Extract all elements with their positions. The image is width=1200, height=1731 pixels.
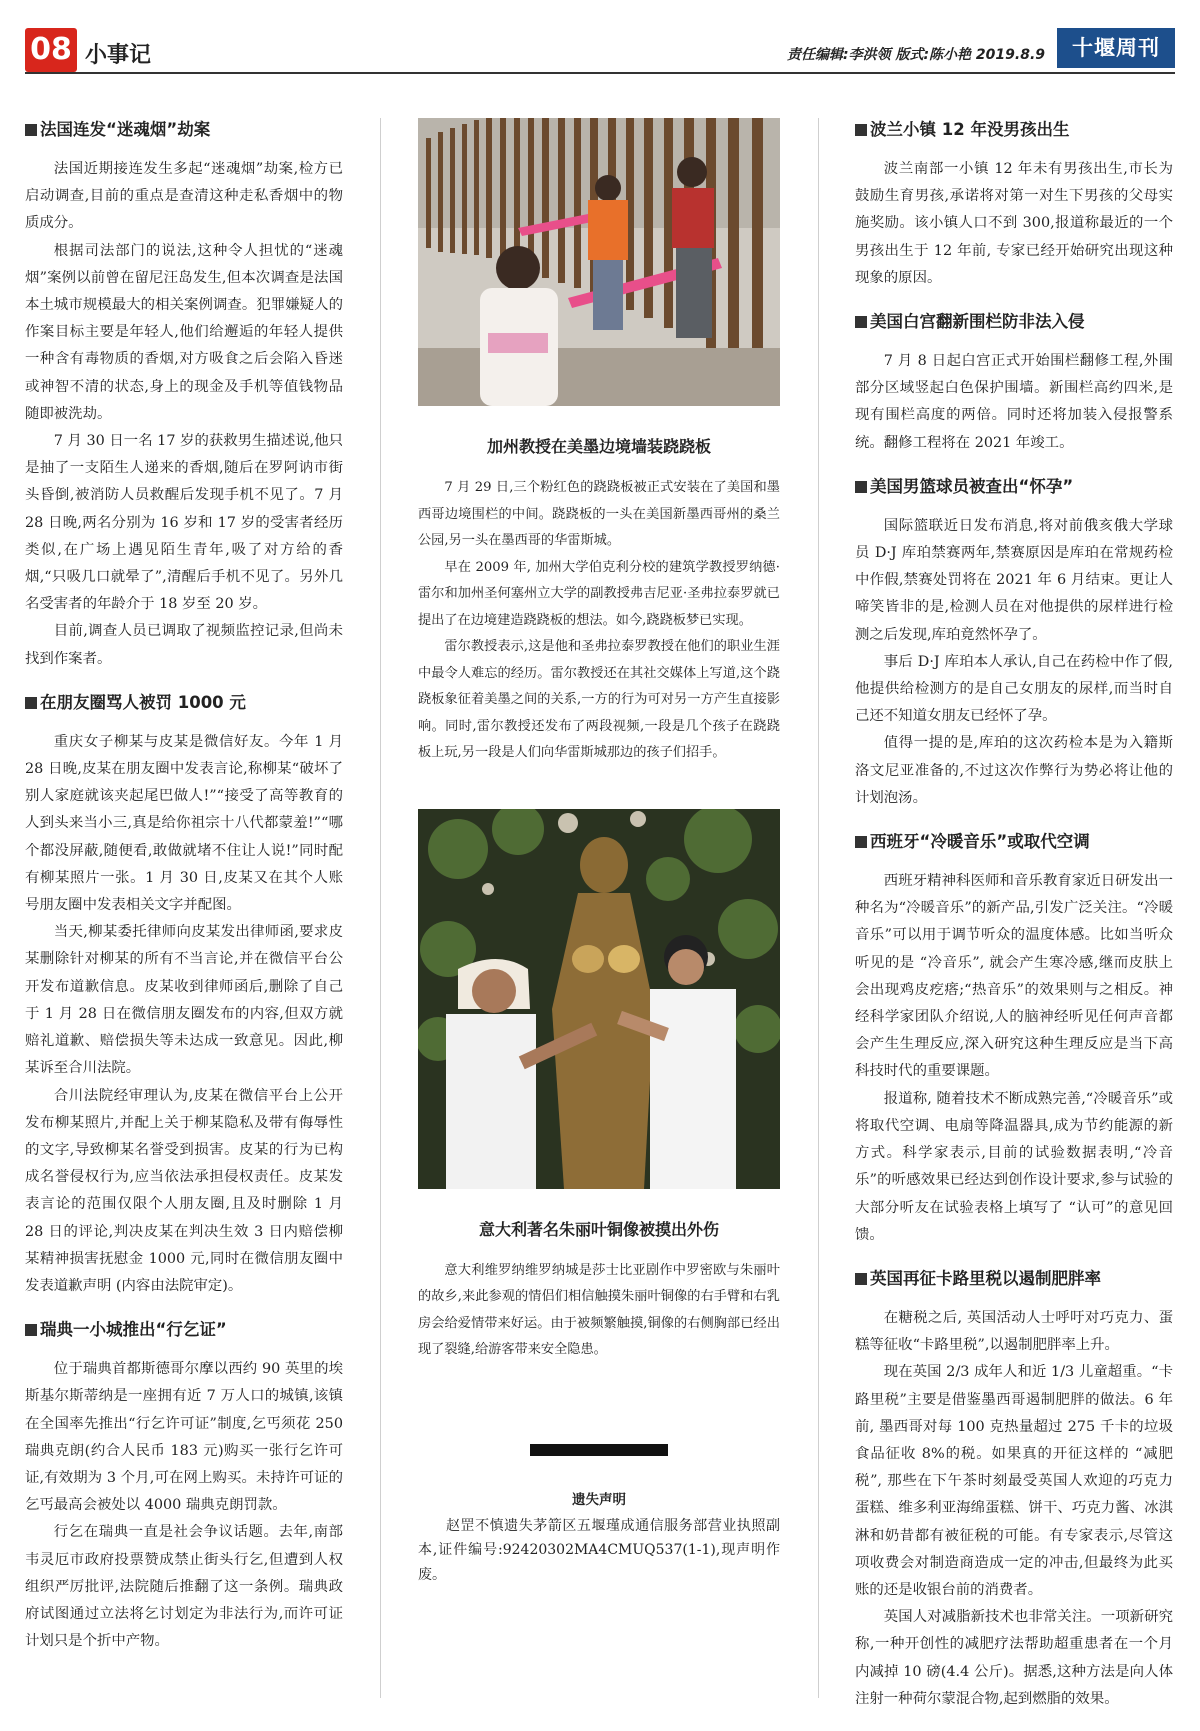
article-paragraph: 西班牙精神科医师和音乐教育家近日研发出一种名为“冷暖音乐”的新产品,引发广泛关注。“冷暖音乐”可以用于调节听众的温度体感。比如当听众听见的是 “冷音乐”, 就会产生寒冷感,继而皮肤上会出现鸡皮疙瘩;“热音乐”的效果则与之相反。神经科学家团队介绍说,人的脑神经听见任何声音都会产生生理反应,深入研究这种生理反应是当下高科技时代的重要课题。	[855, 873, 1173, 1080]
column-divider	[818, 118, 819, 1698]
article-heading: 美国白宫翻新围栏防非法入侵	[855, 310, 1173, 334]
seesaw-photo	[418, 118, 780, 406]
middle-column	[418, 118, 780, 1587]
editor-line: 责任编辑:李洪领 版式:陈小艳 2019.8.9	[786, 47, 1045, 63]
article-heading: 瑞典一小城推出“行乞证”	[25, 1318, 343, 1342]
article-paragraph: 国际篮联近日发布消息,将对前俄亥俄大学球员 D·J 库珀禁赛两年,禁赛原因是库珀在常规药检中作假,禁赛处罚将在 2021 年 6 月结束。更让人啼笑皆非的是,检测人员在对他提供的尿样进行检测之后发现,库珀竟然怀孕了。	[855, 517, 1173, 643]
article-paragraph: 当天,柳某委托律师向皮某发出律师函,要求皮某删除针对柳某的所有不当言论,并在微信平台公开发布道歉信息。皮某收到律师函后,删除了自己于 1 月 28 日在微信朋友圈发布的内容,但双方就赔礼道歉、赔偿损失等未达成一致意见。因此,柳某诉至合川法院。	[25, 924, 343, 1077]
article-paragraph: 7 月 8 日起白宫正式开始围栏翻修工程,外围部分区域竖起白色保护围墙。新围栏高约四米,是现有围栏高度的两倍。同时还将加装入侵报警系统。翻修工程将在 2021 年竣工。	[855, 353, 1173, 451]
article-paragraph: 报道称, 随着技术不断成熟完善,“冷暖音乐”或将取代空调、电扇等降温器具,成为节约能源的新方式。科学家表示,目前的试验数据表明,“冷音乐”的听感效果已经达到创作设计要求,参与试验的大部分听友在试验表格上填写了 “认可”的意见回馈。	[855, 1090, 1173, 1243]
article-paragraph: 法国近期接连发生多起“迷魂烟”劫案,检方已启动调查,目前的重点是查清这种走私香烟中的物质成分。	[25, 161, 343, 232]
right-column	[855, 118, 1173, 1731]
article-paragraph: 目前,调查人员已调取了视频监控记录,但尚未找到作案者。	[25, 623, 343, 667]
article-heading: 在朋友圈骂人被罚 1000 元	[25, 691, 343, 715]
article-uk	[855, 1267, 1173, 1713]
left-column	[25, 118, 343, 1673]
article-paragraph: 重庆女子柳某与皮某是微信好友。今年 1 月 28 日晚,皮某在朋友圈中发表言论,称柳某“破坏了别人家庭就该夹起尾巴做人!”“接受了高等教育的人到头来当小三,真是给你祖宗十八代都蒙羞!”“哪个都没屏蔽,随便看,敢做就堵不住让人说!”同时配有柳某照片一张。1 月 30 日,皮某又在其个人账号朋友圈中发表相关文字并配图。	[25, 733, 343, 914]
article-paragraph: 行乞在瑞典一直是社会争议话题。去年,南部韦灵厄市政府投票赞成禁止街头行乞,但遭到人权组织严厉批评,法院随后推翻了这一条例。瑞典政府试图通过立法将乞讨划定为非法行为,而许可证计划只是个折中产物。	[25, 1524, 343, 1650]
header-divider	[25, 72, 1175, 74]
article-paragraph: 事后 D·J 库珀本人承认,自己在药检中作了假, 他提供给检测方的是自己女朋友的尿样,而当时自己还不知道女朋友已经怀了孕。	[855, 653, 1173, 725]
article-paragraph: 合川法院经审理认为,皮某在微信平台上公开发布柳某照片,并配上关于柳某隐私及带有侮辱性的文字,导致柳某名誉受到损害。皮某的行为已构成名誉侵权行为,应当依法承担侵权责任。皮某发表言论的范围仅限个人朋友圈,且及时删除 1 月 28 日的评论,判决皮某在判决生效 3 日内赔偿柳某精神损害抚慰金 1000 元,同时在微信朋友圈中发表道歉声明 (内容由法院审定)。	[25, 1087, 343, 1294]
notice-title: 遗失声明	[572, 1491, 626, 1508]
article-white-house	[855, 310, 1173, 457]
article-heading: 英国再征卡路里税以遏制肥胖率	[855, 1267, 1173, 1291]
section-title: 小事记	[85, 43, 152, 68]
juliet-statue-photo	[418, 809, 780, 1189]
article-paragraph: 位于瑞典首都斯德哥尔摩以西约 90 英里的埃斯基尔斯蒂纳是一座拥有近 7 万人口的城镇,该镇在全国率先推出“行乞许可证”制度,乞丐须花 250 瑞典克朗(约合人民币 183 元)购买一张行乞许可证,有效期为 3 个月,可在网上购买。未持许可证的乞丐最高会被处以 4000 瑞典克朗罚款。	[25, 1361, 343, 1514]
article-paragraph: 早在 2009 年, 加州大学伯克利分校的建筑学教授罗纳德·雷尔和加州圣何塞州立大学的副教授弗吉尼亚·圣弗拉泰罗就已提出了在边境建造跷跷板的想法。如今,跷跷板梦已实现。	[418, 559, 780, 628]
article-paragraph: 7 月 29 日,三个粉红色的跷跷板被正式安装在了美国和墨西哥边境围栏的中间。跷跷板的一头在美国新墨西哥州的桑兰公园,另一头在墨西哥的华雷斯城。	[418, 480, 780, 548]
page-number: 08	[25, 28, 77, 72]
notice-body: 赵罡不慎遗失茅箭区五堰瑾成通信服务部营业执照副本,证件编号:92420302MA4CMUQ537(1-1),现声明作废。	[418, 1517, 780, 1583]
article-heading: 美国男篮球员被查出“怀孕”	[855, 475, 1173, 499]
column-divider	[380, 118, 381, 1698]
article-heading: 加州教授在美墨边境墙装跷跷板	[486, 437, 711, 456]
article-paragraph: 波兰南部一小镇 12 年未有男孩出生,市长为鼓励生育男孩,承诺将对第一对生下男孩的父母实施奖励。该小镇人口不到 300,报道称最近的一个男孩出生于 12 年前, 专家已经开始研究出现这种现象的原因。	[855, 161, 1173, 286]
article-heading: 波兰小镇 12 年没男孩出生	[855, 118, 1173, 142]
article-paragraph: 在糖税之后, 英国活动人士呼吁对巧克力、蛋糕等征收“卡路里税”,以遏制肥胖率上升。	[855, 1309, 1173, 1354]
page-header	[25, 28, 1175, 72]
article-paragraph: 现在英国 2/3 成年人和近 1/3 儿童超重。“卡路里税”主要是借鉴墨西哥遏制肥胖的做法。6 年前, 墨西哥对每 100 克热量超过 275 千卡的垃圾食品征收 8%的税。如果真的开征这样的 “减肥税”, 那些在下午茶时刻最受英国人欢迎的巧克力蛋糕、维多利亚海绵蛋糕、饼干、巧克力酱、冰淇淋和奶昔都有被征税的可能。有专家表示,尽管这项收费会对制造商造成一定的冲击,但最终为此买账的还是收银台前的消费者。	[855, 1364, 1173, 1598]
article-paragraph: 英国人对减脂新技术也非常关注。一项新研究称,一种开创性的减肥疗法帮助超重患者在一个月内减掉 10 磅(4.4 公斤)。据悉,这种方法是向人体注射一种荷尔蒙混合物,起到燃脂的效果。	[855, 1609, 1173, 1707]
article-poland	[855, 118, 1173, 292]
divider-bar	[530, 1444, 668, 1456]
article-paragraph: 根据司法部门的说法,这种令人担忧的“迷魂烟”案例以前曾在留尼汪岛发生,但本次调查是法国本土城市规模最大的相关案例调查。犯罪嫌疑人的作案目标主要是年轻人,他们给邂逅的年轻人提供一种含有毒物质的香烟,对方吸食之后会陷入昏迷或神智不清的状态,身上的现金及手机等值钱物品随即被洗劫。	[25, 242, 343, 422]
article-paragraph: 7 月 30 日一名 17 岁的获救男生描述说,他只是抽了一支陌生人递来的香烟,随后在罗阿讷市街头昏倒,被消防人员救醒后发现手机不见了。7 月 28 日晚,两名分别为 16 岁和 17 岁的受害者经历类似,在广场上遇见陌生青年,吸了对方给的香烟,“只吸几口就晕了”,清醒后手机不见了。另外几名受害者的年龄介于 18 岁至 20 岁。	[25, 433, 343, 613]
article-france	[25, 118, 343, 673]
article-paragraph: 雷尔教授表示,这是他和圣弗拉泰罗教授在他们的职业生涯中最令人难忘的经历。雷尔教授还在其社交媒体上写道,这个跷跷板象征着美墨之间的关系,一方的行为可对另一方产生直接影响。同时,雷尔教授还发布了两段视频,一段是几个孩子在跷跷板上玩,另一段是人们向华雷斯城那边的孩子们招手。	[418, 639, 780, 760]
article-sweden	[25, 1318, 343, 1655]
article-heading: 西班牙“冷暖音乐”或取代空调	[855, 830, 1173, 854]
article-heading: 法国连发“迷魂烟”劫案	[25, 118, 343, 142]
article-spain	[855, 830, 1173, 1249]
article-wechat-fine	[25, 691, 343, 1300]
masthead-logo: 十堰周刊	[1057, 28, 1175, 68]
article-basketball	[855, 475, 1173, 812]
article-paragraph: 值得一提的是,库珀的这次药检本是为入籍斯洛文尼亚准备的,不过这次作弊行为势必将让他的计划泡汤。	[855, 735, 1173, 806]
article-heading: 意大利著名朱丽叶铜像被摸出外伤	[478, 1219, 719, 1239]
article-paragraph: 意大利维罗纳维罗纳城是莎士比亚剧作中罗密欧与朱丽叶的故乡,来此参观的情侣们相信触摸朱丽叶铜像的右手臂和右乳房会给爱情带来好运。由于被频繁触摸,铜像的右侧胸部已经出现了裂缝,给游客带来安全隐患。	[418, 1262, 780, 1357]
